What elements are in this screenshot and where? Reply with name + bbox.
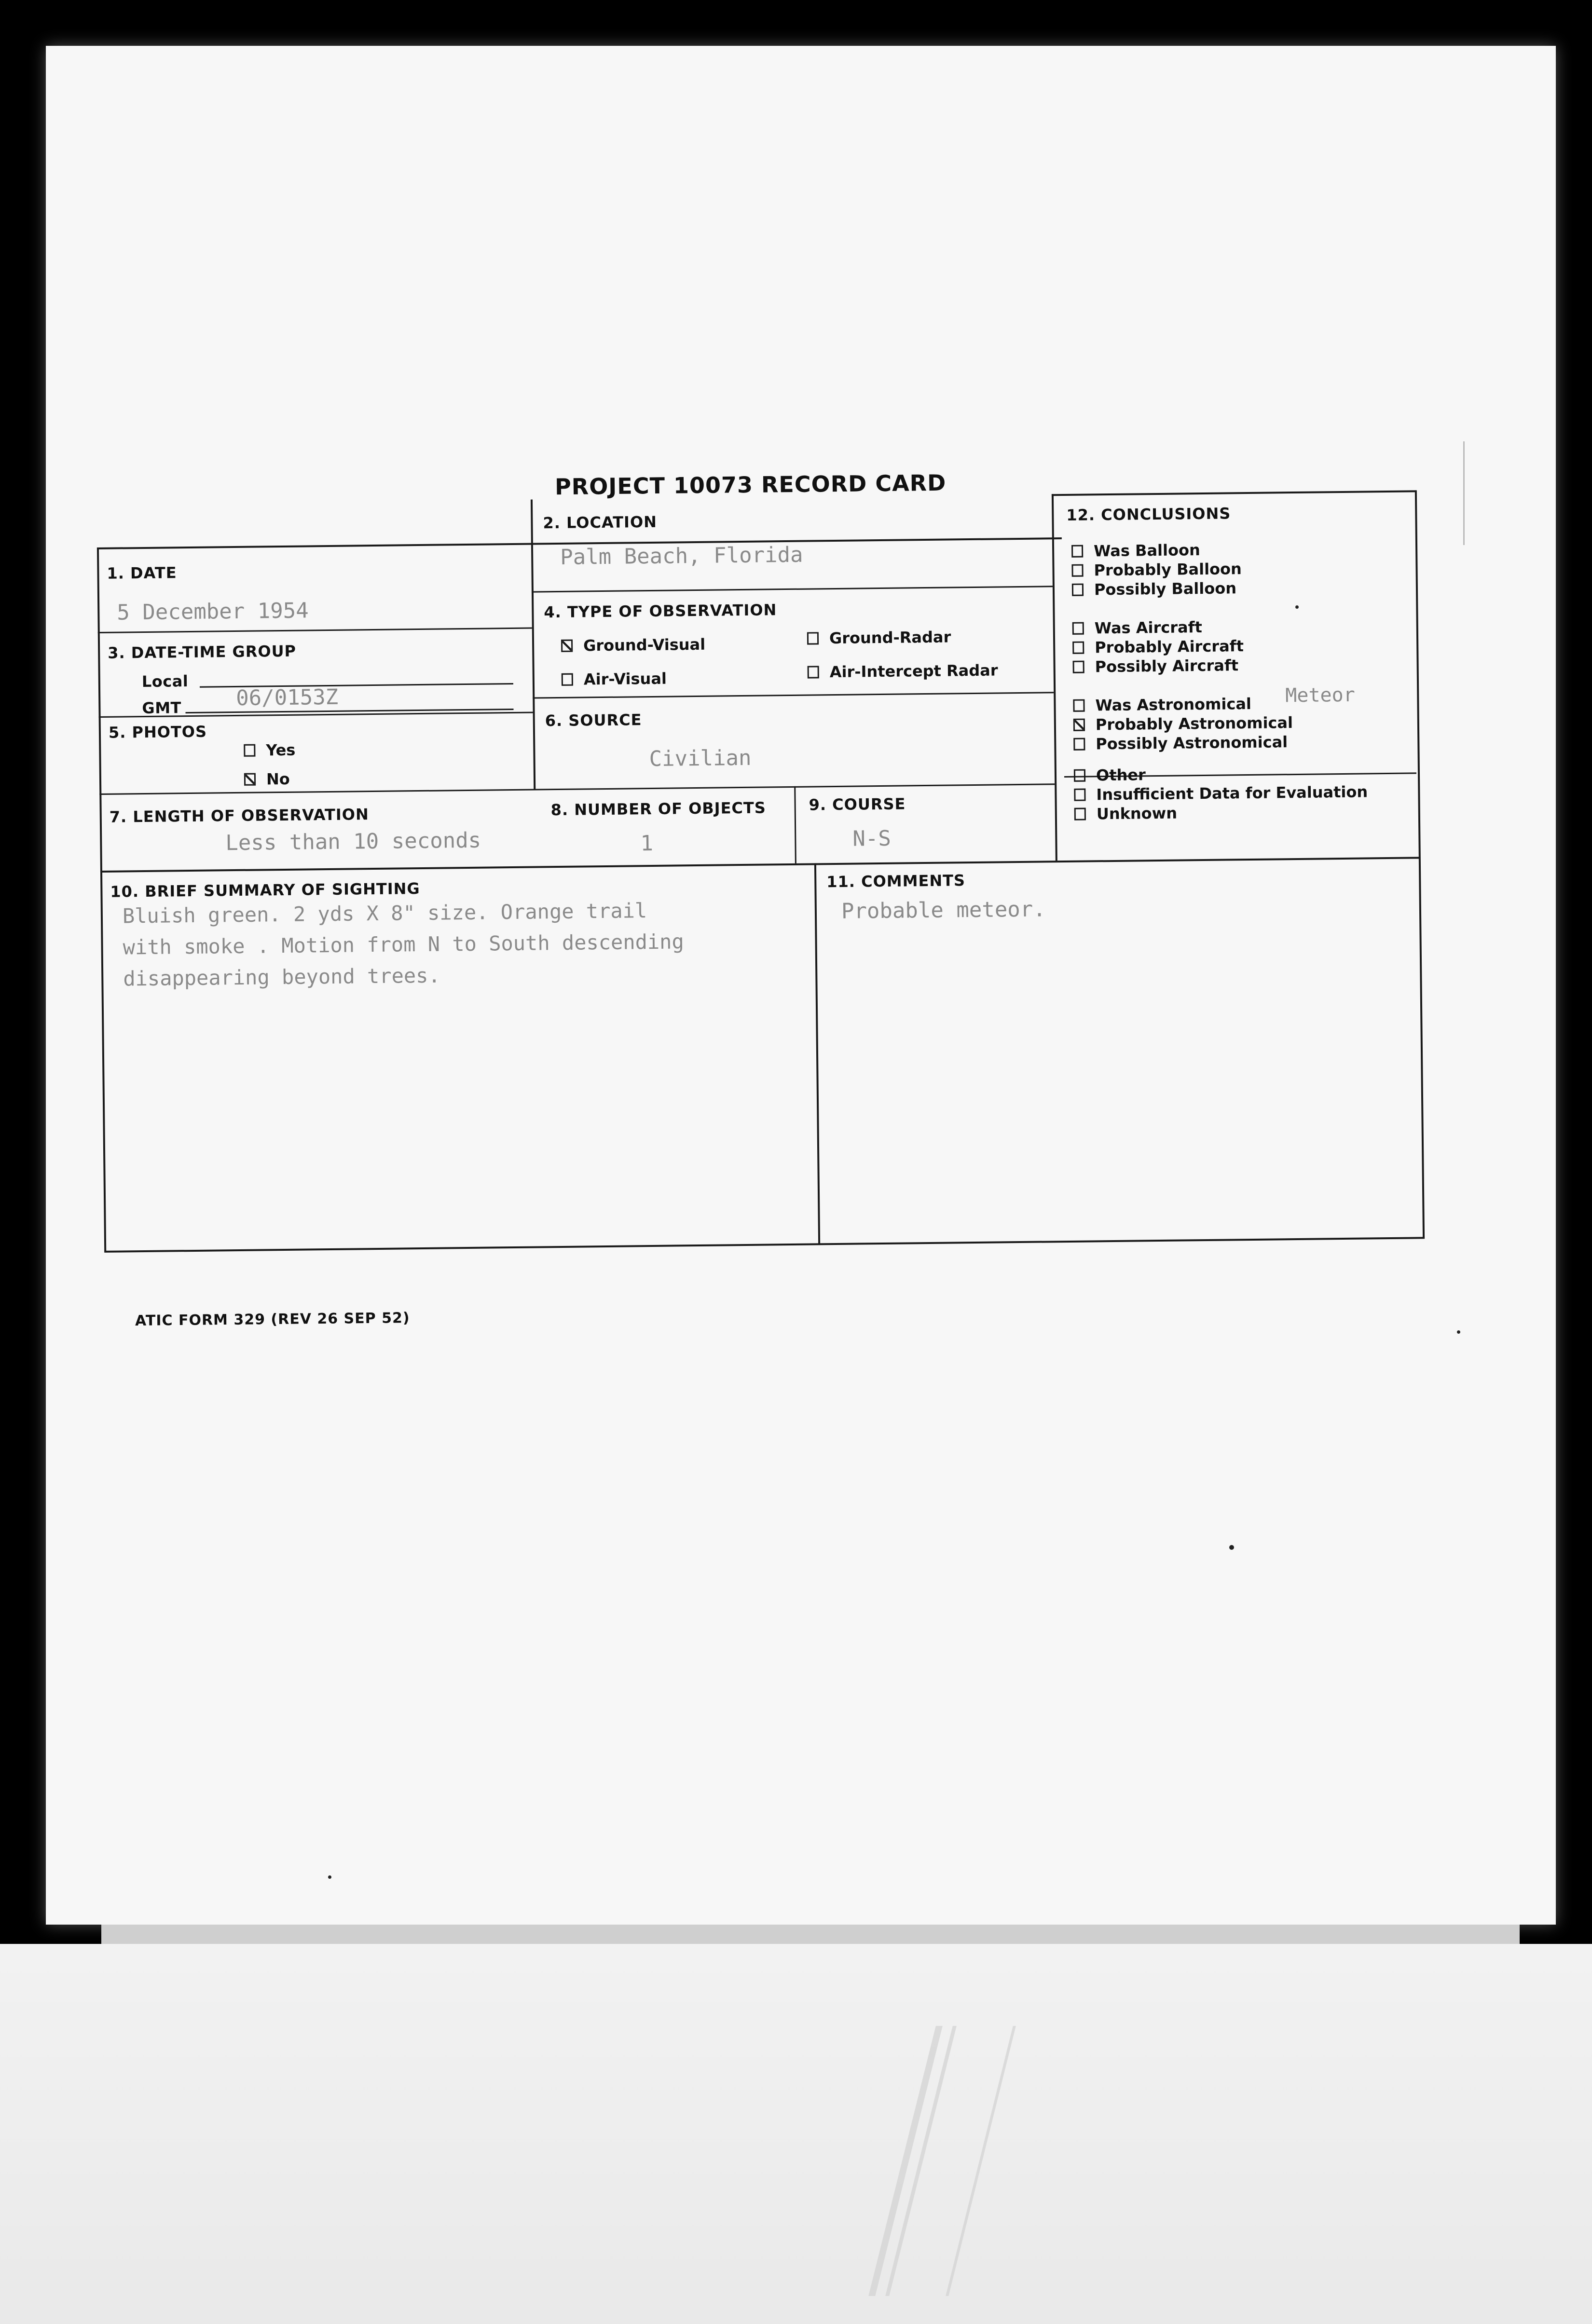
source-value: Civilian <box>649 745 752 772</box>
summary-label: 10. BRIEF SUMMARY OF SIGHTING <box>110 879 420 901</box>
film-speck <box>328 1875 331 1879</box>
gmt-label: GMT <box>142 698 182 718</box>
gmt-value: 06/0153Z <box>235 684 339 711</box>
summary-line-3: disappearing beyond trees. <box>123 963 440 991</box>
was-balloon-checkbox[interactable]: Was Balloon <box>1071 541 1200 560</box>
photos-label: 5. PHOTOS <box>108 722 207 742</box>
course-value: N-S <box>852 826 892 851</box>
date-label: 1. DATE <box>107 563 177 583</box>
checkbox-icon <box>1073 661 1084 673</box>
local-label: Local <box>141 672 189 691</box>
insufficient-data-checkbox[interactable]: Insufficient Data for Evaluation <box>1074 782 1368 804</box>
date-value: 5 December 1954 <box>117 598 309 625</box>
other-checkbox[interactable]: Other <box>1074 766 1146 785</box>
source-label: 6. SOURCE <box>545 711 642 730</box>
checkbox-icon <box>1071 564 1083 577</box>
sheet-edge-mark <box>1463 441 1465 545</box>
checkbox-checked-icon <box>1073 719 1085 731</box>
checkbox-checked-icon <box>244 773 256 786</box>
checkbox-icon <box>1071 545 1083 558</box>
length-label: 7. LENGTH OF OBSERVATION <box>109 805 369 826</box>
comments-label: 11. COMMENTS <box>826 871 966 891</box>
form-title: PROJECT 10073 RECORD CARD <box>554 469 947 500</box>
conclusions-divider <box>1052 494 1057 861</box>
checkbox-icon <box>1072 642 1084 654</box>
air-visual-checkbox[interactable]: Air-Visual <box>562 670 667 689</box>
checkbox-icon <box>244 744 255 757</box>
checkbox-icon <box>1072 622 1084 635</box>
location-value: Palm Beach, Florida <box>560 542 803 570</box>
probably-aircraft-checkbox[interactable]: Probably Aircraft <box>1072 637 1244 657</box>
ground-visual-checkbox[interactable]: Ground-Visual <box>561 635 705 655</box>
summary-line-2: with smoke . Motion from N to South descending <box>123 930 684 959</box>
was-astronomical-checkbox[interactable]: Was Astronomical <box>1073 695 1251 715</box>
film-margin <box>0 1944 1592 2324</box>
num-objects-value: 1 <box>640 831 654 856</box>
sheet-shadow <box>101 1925 1520 1944</box>
num-objects-label: 8. NUMBER OF OBJECTS <box>550 798 766 820</box>
record-card <box>96 490 1467 1251</box>
film-speck <box>1229 1545 1234 1550</box>
film-speck <box>1457 1330 1460 1334</box>
row-rule-1b <box>532 586 1053 592</box>
checkbox-icon <box>1072 584 1084 596</box>
checkbox-icon <box>807 632 819 644</box>
air-intercept-radar-checkbox[interactable]: Air-Intercept Radar <box>808 661 998 681</box>
checkbox-icon <box>562 673 573 686</box>
row-rule-1 <box>98 628 532 633</box>
meteor-annotation: Meteor <box>1285 684 1356 707</box>
comments-value: Probable meteor. <box>841 897 1046 924</box>
possibly-aircraft-checkbox[interactable]: Possibly Aircraft <box>1072 656 1238 676</box>
unknown-checkbox[interactable]: Unknown <box>1074 804 1178 823</box>
photos-no-checkbox[interactable]: No <box>244 770 290 789</box>
checkbox-icon <box>1074 789 1085 801</box>
ground-radar-checkbox[interactable]: Ground-Radar <box>807 628 951 647</box>
checkbox-icon <box>1073 699 1084 712</box>
row-rule-4 <box>100 857 1420 873</box>
checkbox-icon <box>1074 808 1086 820</box>
col-divider-3 <box>814 863 820 1244</box>
dtg-label: 3. DATE-TIME GROUP <box>108 642 297 662</box>
observation-type-label: 4. TYPE OF OBSERVATION <box>544 601 777 622</box>
col-divider-2 <box>794 786 796 863</box>
possibly-balloon-checkbox[interactable]: Possibly Balloon <box>1072 579 1236 599</box>
checkbox-icon <box>1073 738 1085 751</box>
row-rule-2b <box>533 692 1054 698</box>
probably-astronomical-checkbox[interactable]: Probably Astronomical <box>1073 713 1293 734</box>
length-value: Less than 10 seconds <box>225 828 481 856</box>
card-right-border <box>1415 490 1425 1238</box>
summary-line-1: Bluish green. 2 yds X 8" size. Orange trail <box>122 899 647 928</box>
checkbox-icon <box>1074 769 1085 782</box>
course-label: 9. COURSE <box>809 794 906 814</box>
possibly-astronomical-checkbox[interactable]: Possibly Astronomical <box>1073 733 1288 753</box>
conclusions-label: 12. CONCLUSIONS <box>1066 504 1231 524</box>
checkbox-checked-icon <box>561 640 573 652</box>
was-aircraft-checkbox[interactable]: Was Aircraft <box>1072 618 1202 638</box>
photos-yes-checkbox[interactable]: Yes <box>244 741 295 760</box>
checkbox-icon <box>808 666 819 678</box>
row-rule-3 <box>99 783 1055 795</box>
form-footer: ATIC FORM 329 (REV 26 SEP 52) <box>135 1310 410 1329</box>
probably-balloon-checkbox[interactable]: Probably Balloon <box>1071 560 1242 580</box>
location-label: 2. LOCATION <box>543 512 658 533</box>
